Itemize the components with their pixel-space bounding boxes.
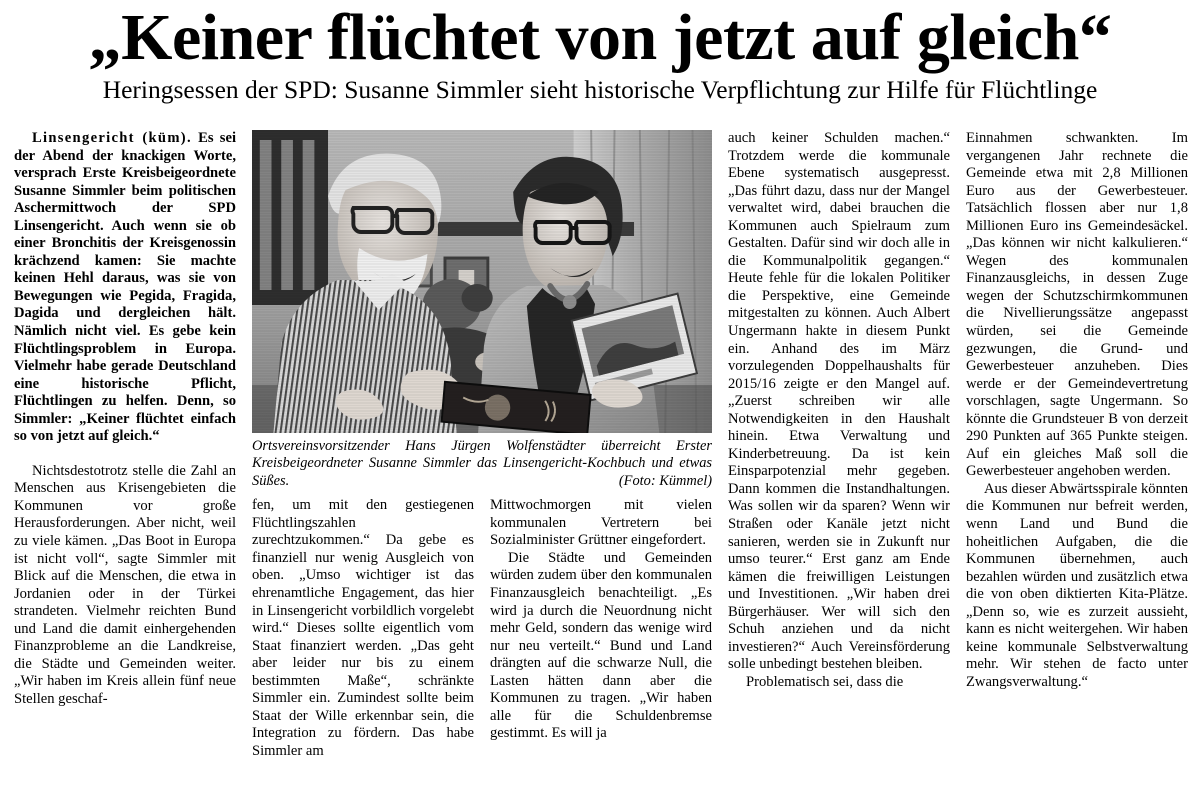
paragraph: Die Städte und Gemeinden würden zudem über den kommunalen Finanzausgleich benachteiligt. „Es wird ja durch die Neuordnung nicht mehr Geld, sondern das wenige wird nur neu verteilt.“ Bund und Land drängten auf die schwarze Null, die Lasten hätten dann aber die Kommunen zu tragen. „Wir haben alle für die Schuldenbremse gestimmt. Es will ja [490,549,712,742]
headline-block [0,0,1200,103]
photo-illustration [252,130,712,433]
photo-caption-text: Ortsvereinsvorsitzender Hans Jürgen Wolfenstädter überreicht Erster Kreisbeigeordneter Susanne Simmler das Linsengericht-Kochbuch und etwas Süßes. [252,438,712,489]
paragraph: Mittwochmorgen mit vielen kommunalen Vertretern bei Sozialminister Grüttner eingefordert. [490,497,712,549]
paragraph: auch keiner Schulden machen.“ Trotzdem werde die kommunale Ebene systematisch ausgepresst. „Das führt dazu, dass nur der Mangel verwaltet wird, dabei brauchen die Kommunen auch Spielraum zum Gestalten. Dafür sind wir doch alle in die Kommunalpolitik gegangen.“ Heute fehle für die lokalen Politiker die Perspektive, eine Gemeinde mitgestalten zu können. Auch Albert Ungermann hakte in diesem Punkt ein. Anhand des im März vorzulegenden Doppelhaushalts für 2015/16 zeigte er den Mangel auf. „Zuerst schreiben wir alle Notwendigkeiten in den Haushalt hinein. Etwa Verwaltung und Kinderbetreuung. Da ist kein Einsparpotenzial mehr gegeben. Dann kommen die Instandhaltungen. Was sollen wir da sparen? Wenn wir Straßen oder Kanäle jetzt nicht sanieren, werden sie in Zukunft nur umso teurer.“ Erst ganz am Ende kämen die freiwilligen Leistungen und Investitionen. „Wir haben drei Bürgerhäuser. Wer will sich den Schuh anziehen und da nicht investieren?“ Auch Vereinsförderung solle unbedingt bestehen bleiben. [728,130,950,673]
article-columns [14,130,1188,792]
column-4 [728,130,950,792]
lead-paragraph [14,130,236,446]
column-1 [14,130,236,792]
lead-text: Es sei der Abend der knackigen Worte, versprach Erste Kreisbeigeordnete Susanne Simmler beim politischen Aschermittwoch der SPD Linsengericht. Auch wenn sie ob einer Bronchitis der Kreisgenossin krächzend kamen: Sie machte keinen Hehl daraus, was sie von Bewegungen wie Pegida, Fragida, Dagida und dergleichen hält. Nämlich nicht viel. Es gebe kein Flüchtlingsproblem in Europa. Vielmehr habe gerade Deutschland eine historische Pflicht, Flüchtlingen zu helfen. Denn, so Simmler: „Keiner flüchtet einfach so von jetzt auf gleich.“ [14,130,236,445]
column-2 [252,497,474,760]
photo-credit: (Foto: Kümmel) [618,472,712,489]
below-photo-columns [252,497,712,760]
column-3 [490,497,712,760]
paragraph: Problematisch sei, dass die [746,673,904,690]
column-5 [966,130,1188,792]
photo-block [252,130,712,792]
subheadline: Heringsessen der SPD: Susanne Simmler sieht historische Verpflichtung zur Hilfe für Flüchtlinge [102,74,1098,104]
article-photo [252,130,712,433]
photo-caption [252,438,712,490]
dateline: Linsengericht (küm). [32,130,192,146]
paragraph: Aus dieser Abwärtsspirale könnten die Kommunen nur befreit werden, wenn Land und Bund die hoheitlichen Aufgaben, die die Kommunen übernehmen, auch bezahlen würden und zusätzlich etwa die von oben diktierten Kita-Plätze. „Denn so, wie es zurzeit aussieht, kann es nicht weitergehen. Wir haben keine kommunale Selbstverwaltung mehr. Wir stehen de facto unter Zwangsverwaltung.“ [966,480,1188,690]
paragraph: Einnahmen schwankten. Im vergangenen Jahr rechnete die Gemeinde etwa mit 2,8 Millionen Euro aus der Gewerbesteuer. Tatsächlich flossen aber nur 1,8 Millionen Euro ins Gemeindesäckel. „Das können wir nicht kalkulieren.“ Wegen des kommunalen Finanzausgleichs, in dessen Zuge wegen der Schutzschirmkommunen die Nivellierungssätze angepasst würden, sei die Gemeinde gezwungen, die Grund- und Gewerbesteuer anzuheben. Dies werde er der Gemeindevertretung vorschlagen, sagte Ungermann. So könnte die Grundsteuer B von derzeit 290 Punkten auf 365 Punkte steigen. Auf ein gleiches Maß soll die Gewerbesteuer angehoben werden. [966,130,1188,480]
page-title: „Keiner flüchtet von jetzt auf gleich“ [88,1,1112,74]
paragraph: fen, um mit den gestiegenen Flüchtlingszahlen zurechtzukommen.“ Da gebe es finanziell nur wenig Ausgleich von oben. „Umso wichtiger ist das ehrenamtliche Engagement, das hier in Linsengericht vorbildlich vorgelebt wird.“ Dieses sollte eigentlich vom Staat finanziert werden. „Das geht aber leider nur bis zu einem bestimmten Maße“, schränkte Simmler ein. Zumindest sollte beim Staat der Wille erkennbar sein, die Integration zu fördern. Das habe Simmler am [252,497,474,759]
paragraph: Nichtsdestotrotz stelle die Zahl an Menschen aus Krisengebieten die Kommunen vor große Herausforderungen. Aber nicht, weil zu viele kämen. „Das Boot in Europa ist nicht voll“, sagte Simmler mit Blick auf die Menschen, die etwa in Jordanien oder in der Türkei strandeten. Vielmehr reichten Bund und Land die damit einhergehenden Finanzprobleme an die Landkreise, die Städte und Gemeinden weiter. „Wir haben im Kreis allein fünf neue Stellen geschaf- [14,462,236,707]
